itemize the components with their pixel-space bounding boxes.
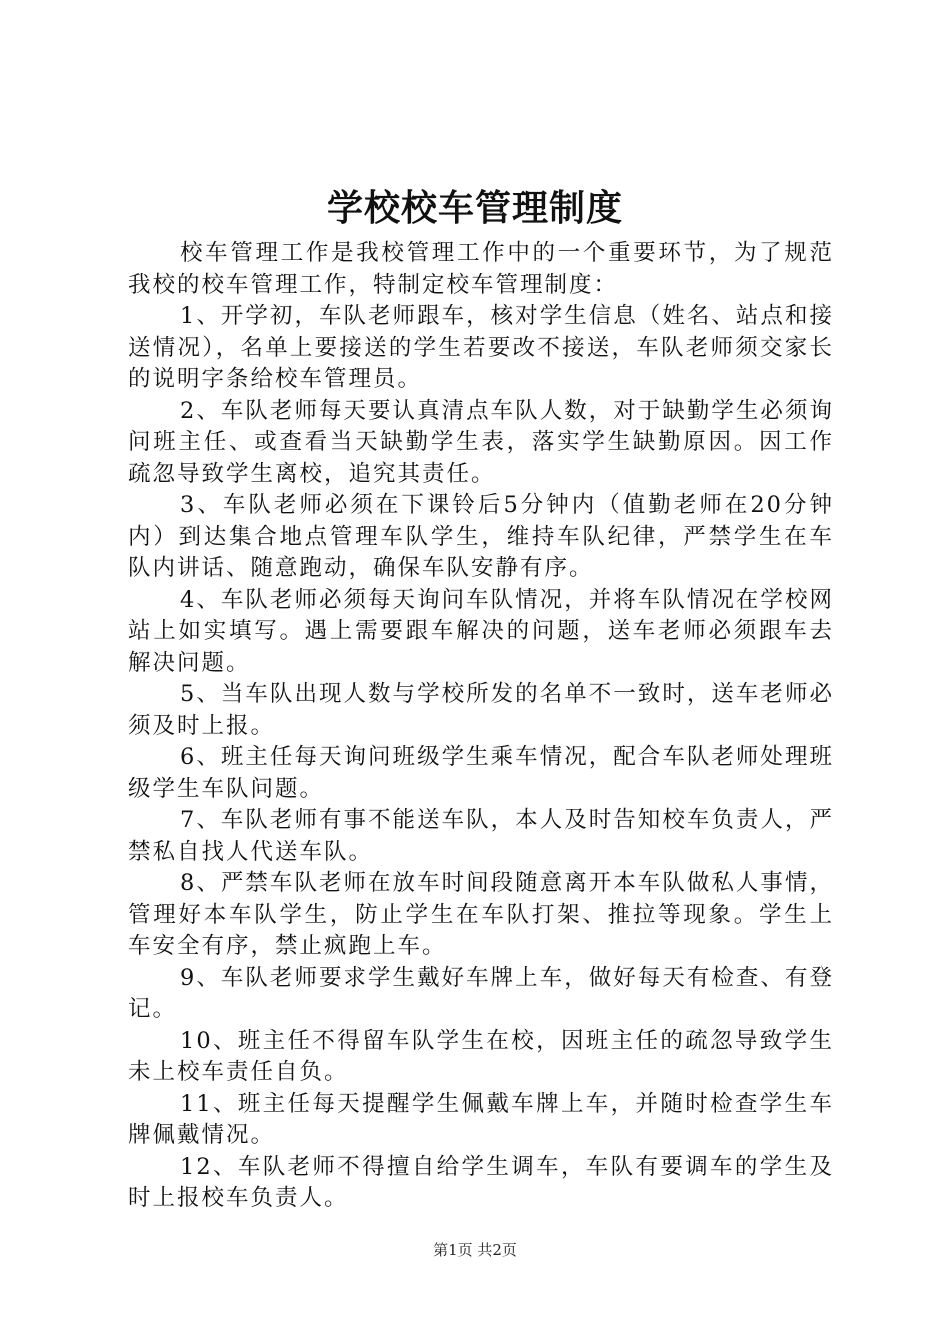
rule-paragraph-6: 6、班主任每天询问班级学生乘车情况，配合车队老师处理班级学生车队问题。 [128,744,834,802]
rule-paragraph-12: 12、车队老师不得擅自给学生调车，车队有要调车的学生及时上报校车负责人。 [128,1153,834,1211]
rule-paragraph-9: 9、车队老师要求学生戴好车牌上车，做好每天有检查、有登记。 [128,964,834,1022]
document-body [128,238,834,1215]
intro-paragraph: 校车管理工作是我校管理工作中的一个重要环节，为了规范我校的校车管理工作，特制定校车管理制度： [128,240,834,298]
rule-paragraph-4: 4、车队老师必须每天询问车队情况，并将车队情况在学校网站上如实填写。遇上需要跟车解决的问题，送车老师必须跟车去解决问题。 [128,586,834,676]
rule-paragraph-5: 5、当车队出现人数与学校所发的名单不一致时，送车老师必须及时上报。 [128,681,834,739]
rule-paragraph-8: 8、严禁车队老师在放车时间段随意离开本车队做私人事情，管理好本车队学生，防止学生在车队打架、推拉等现象。学生上车安全有序，禁止疯跑上车。 [128,870,834,959]
rule-paragraph-2: 2、车队老师每天要认真清点车队人数，对于缺勤学生必须询问班主任、或查看当天缺勤学生表，落实学生缺勤原因。因工作疏忽导致学生离校，追究其责任。 [128,397,834,487]
rule-paragraph-11: 11、班主任每天提醒学生佩戴车牌上车，并随时检查学生车牌佩戴情况。 [128,1090,834,1148]
rule-paragraph-1: 1、开学初，车队老师跟车，核对学生信息（姓名、站点和接送情况），名单上要接送的学生若要改不接送，车队老师须交家长的说明字条给校车管理员。 [128,303,834,392]
rule-paragraph-3: 3、车队老师必须在下课铃后5分钟内（值勤老师在20分钟内）到达集合地点管理车队学生，维持车队纪律，严禁学生在车队内讲话、随意跑动，确保车队安静有序。 [128,492,834,581]
document-title: 学校校车管理制度 [326,187,623,229]
page-number-footer: 第1页 共2页 [433,1241,517,1259]
rule-paragraph-10: 10、班主任不得留车队学生在校，因班主任的疏忽导致学生未上校车责任自负。 [128,1027,834,1085]
rule-paragraph-7: 7、车队老师有事不能送车队，本人及时告知校车负责人，严禁私自找人代送车队。 [128,807,834,865]
